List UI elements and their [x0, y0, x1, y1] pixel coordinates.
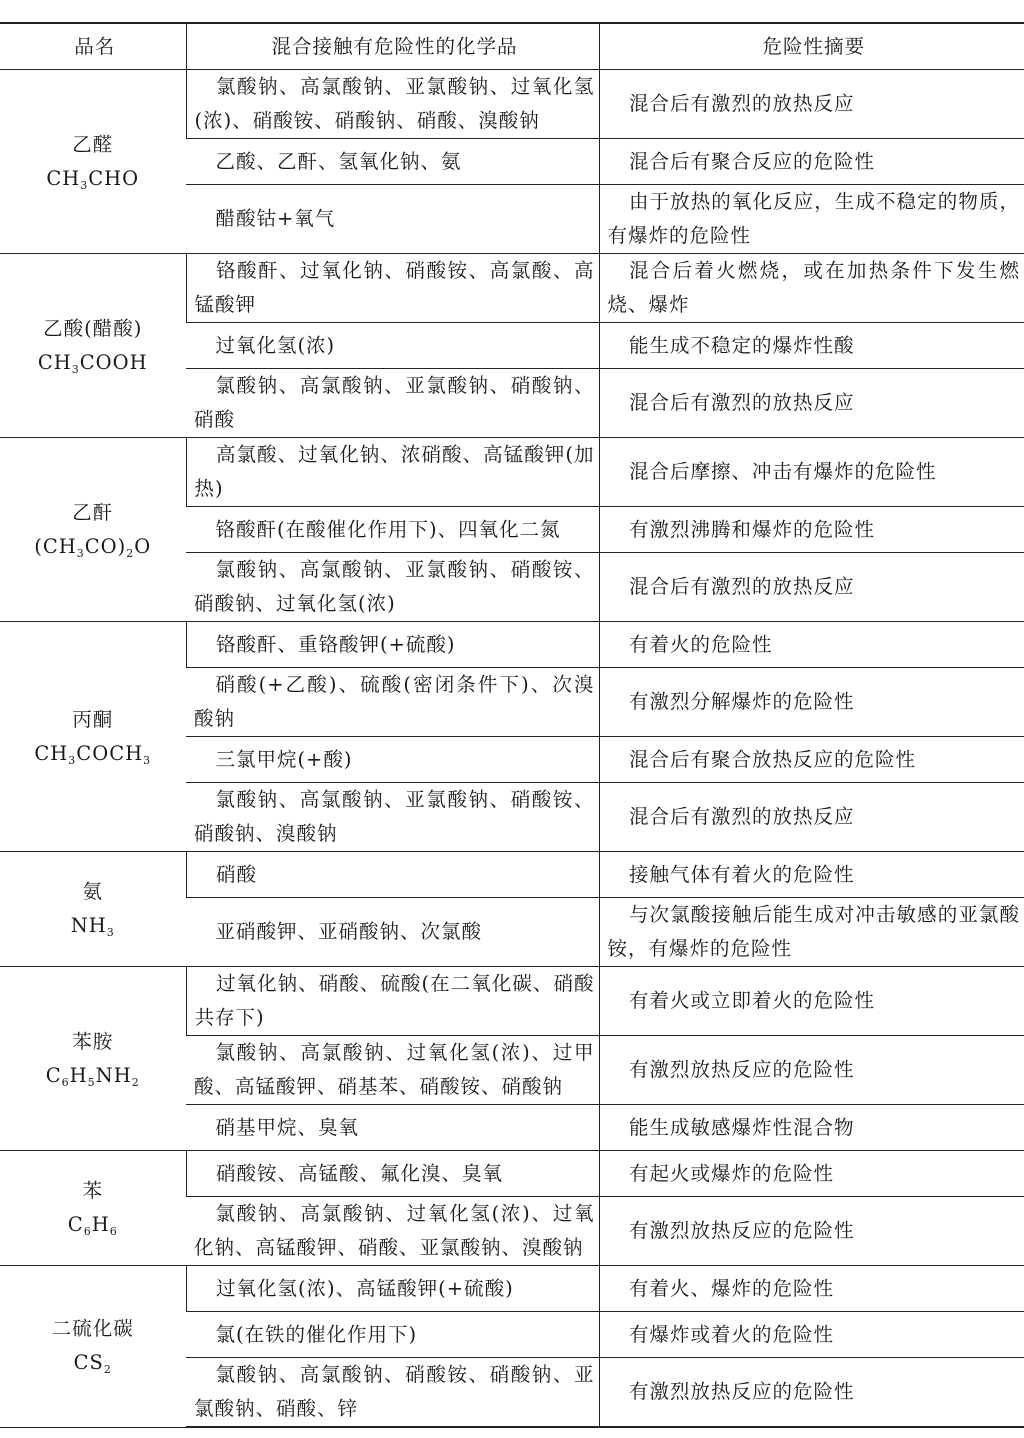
- incompatible-chemicals-cell: 氯酸钠、高氯酸钠、亚氯酸钠、硝酸铵、硝酸钠、溴酸钠: [186, 783, 599, 852]
- substance-formula: $CH_3CHO$: [46, 166, 140, 192]
- hazard-summary-cell: 混合后有激烈的放热反应: [599, 70, 1024, 139]
- incompatible-chemicals-cell: 氯(在铁的催化作用下): [186, 1312, 599, 1358]
- table-row: [0, 438, 1024, 507]
- hazard-summary-cell: 有起火或爆炸的危险性: [599, 1151, 1024, 1197]
- substance-name: 乙醛: [72, 132, 114, 156]
- incompatible-chemicals-cell: 高氯酸、过氧化钠、浓硝酸、高锰酸钾(加热): [186, 438, 599, 507]
- substance-cell: [0, 1151, 186, 1266]
- hazard-summary-cell: 与次氯酸接触后能生成对冲击敏感的亚氯酸铵，有爆炸的危险性: [599, 898, 1024, 967]
- hazard-summary-cell: 混合后着火燃烧，或在加热条件下发生燃烧、爆炸: [599, 254, 1024, 323]
- hazard-summary-cell: 混合后有聚合反应的危险性: [599, 139, 1024, 185]
- incompatible-chemicals-cell: 铬酸酐、过氧化钠、硝酸铵、高氯酸、高锰酸钾: [186, 254, 599, 323]
- substance-formula: $CH_3COOH$: [37, 350, 148, 376]
- hazard-summary-cell: 有激烈放热反应的危险性: [599, 1358, 1024, 1428]
- hazard-summary-cell: 混合后有激烈的放热反应: [599, 369, 1024, 438]
- incompatible-chemicals-cell: 硝基甲烷、臭氧: [186, 1105, 599, 1151]
- table-body: [0, 70, 1024, 1428]
- table-row: [0, 1151, 1024, 1197]
- table-row: [0, 254, 1024, 323]
- substance-cell: [0, 967, 186, 1151]
- incompatible-chemicals-cell: 过氧化氢(浓): [186, 323, 599, 369]
- substance-name: 二硫化碳: [51, 1317, 134, 1341]
- incompatible-chemicals-cell: 氯酸钠、高氯酸钠、亚氯酸钠、过氧化氢(浓)、硝酸铵、硝酸钠、硝酸、溴酸钠: [186, 70, 599, 139]
- incompatible-chemicals-cell: 过氧化钠、硝酸、硫酸(在二氧化碳、硝酸共存下): [186, 967, 599, 1036]
- substance-cell: [0, 622, 186, 852]
- incompatible-chemicals-cell: 乙酸、乙酐、氢氧化钠、氨: [186, 139, 599, 185]
- incompatible-chemicals-cell: 三氯甲烷(+酸): [186, 737, 599, 783]
- incompatible-chemicals-cell: 硝酸铵、高锰酸、氟化溴、臭氧: [186, 1151, 599, 1197]
- substance-cell: [0, 70, 186, 254]
- incompatible-chemicals-cell: 铬酸酐(在酸催化作用下)、四氧化二氮: [186, 507, 599, 553]
- substance-formula: $(CH_3CO)_2O$: [34, 534, 152, 560]
- table-row: [0, 967, 1024, 1036]
- substance-cell: [0, 438, 186, 622]
- header-hazard: 危险性摘要: [599, 23, 1024, 70]
- substance-cell: [0, 852, 186, 967]
- incompatible-chemicals-cell: 氯酸钠、高氯酸钠、亚氯酸钠、硝酸铵、硝酸钠、过氧化氢(浓): [186, 553, 599, 622]
- incompatible-chemicals-cell: 铬酸酐、重铬酸钾(+硫酸): [186, 622, 599, 668]
- incompatible-chemicals-cell: 过氧化氢(浓)、高锰酸钾(+硫酸): [186, 1266, 599, 1312]
- incompatible-chemicals-cell: 亚硝酸钾、亚硝酸钠、次氯酸: [186, 898, 599, 967]
- substance-name: 乙酐: [72, 500, 114, 524]
- hazard-summary-cell: 有激烈放热反应的危险性: [599, 1197, 1024, 1266]
- hazard-table: [0, 22, 1024, 1428]
- hazard-summary-cell: 由于放热的氧化反应，生成不稳定的物质，有爆炸的危险性: [599, 185, 1024, 254]
- incompatible-chemicals-cell: 氯酸钠、高氯酸钠、亚氯酸钠、硝酸钠、硝酸: [186, 369, 599, 438]
- hazard-summary-cell: 能生成不稳定的爆炸性酸: [599, 323, 1024, 369]
- incompatible-chemicals-cell: 硝酸: [186, 852, 599, 898]
- header-chemicals: 混合接触有危险性的化学品: [186, 23, 599, 70]
- hazard-summary-cell: 混合后有激烈的放热反应: [599, 553, 1024, 622]
- hazard-summary-cell: 有爆炸或着火的危险性: [599, 1312, 1024, 1358]
- substance-formula: $C_6H_5NH_2$: [45, 1063, 140, 1089]
- substance-name: 苯: [82, 1179, 103, 1202]
- substance-formula: $CH_3COCH_3$: [34, 741, 152, 767]
- table-row: [0, 622, 1024, 668]
- hazard-summary-cell: 混合后有激烈的放热反应: [599, 783, 1024, 852]
- incompatible-chemicals-cell: 硝酸(+乙酸)、硫酸(密闭条件下)、次溴酸钠: [186, 668, 599, 737]
- incompatible-chemicals-cell: 氯酸钠、高氯酸钠、过氧化氢(浓)、过氧化钠、高锰酸钾、硝酸、亚氯酸钠、溴酸钠: [186, 1197, 599, 1266]
- hazard-summary-cell: 有着火或立即着火的危险性: [599, 967, 1024, 1036]
- incompatible-chemicals-cell: 氯酸钠、高氯酸钠、过氧化氢(浓)、过甲酸、高锰酸钾、硝基苯、硝酸铵、硝酸钠: [186, 1036, 599, 1105]
- hazard-summary-cell: 能生成敏感爆炸性混合物: [599, 1105, 1024, 1151]
- hazard-summary-cell: 有激烈沸腾和爆炸的危险性: [599, 507, 1024, 553]
- table-row: [0, 1266, 1024, 1312]
- header-name: 品名: [0, 23, 186, 70]
- table-row: [0, 70, 1024, 139]
- hazard-summary-cell: 有激烈分解爆炸的危险性: [599, 668, 1024, 737]
- hazard-summary-cell: 有激烈放热反应的危险性: [599, 1036, 1024, 1105]
- substance-formula: $C_6H_6$: [67, 1213, 118, 1238]
- hazard-summary-cell: 有着火的危险性: [599, 622, 1024, 668]
- substance-name: 丙酮: [72, 707, 114, 731]
- substance-name: 苯胺: [72, 1029, 114, 1053]
- substance-name: 乙酸(醋酸): [43, 316, 143, 340]
- substance-cell: [0, 1266, 186, 1428]
- hazard-summary-cell: 有着火、爆炸的危险性: [599, 1266, 1024, 1312]
- table-row: [0, 852, 1024, 898]
- substance-cell: [0, 254, 186, 438]
- hazard-summary-cell: 混合后摩擦、冲击有爆炸的危险性: [599, 438, 1024, 507]
- header-row: [0, 23, 1024, 70]
- incompatible-chemicals-cell: 醋酸钴+氧气: [186, 185, 599, 254]
- substance-name: 氨: [82, 880, 103, 903]
- hazard-summary-cell: 接触气体有着火的危险性: [599, 852, 1024, 898]
- hazard-summary-cell: 混合后有聚合放热反应的危险性: [599, 737, 1024, 783]
- substance-formula: $NH_3$: [70, 914, 115, 939]
- substance-formula: $CS_2$: [73, 1351, 112, 1377]
- incompatible-chemicals-cell: 氯酸钠、高氯酸钠、硝酸铵、硝酸钠、亚氯酸钠、硝酸、锌: [186, 1358, 599, 1428]
